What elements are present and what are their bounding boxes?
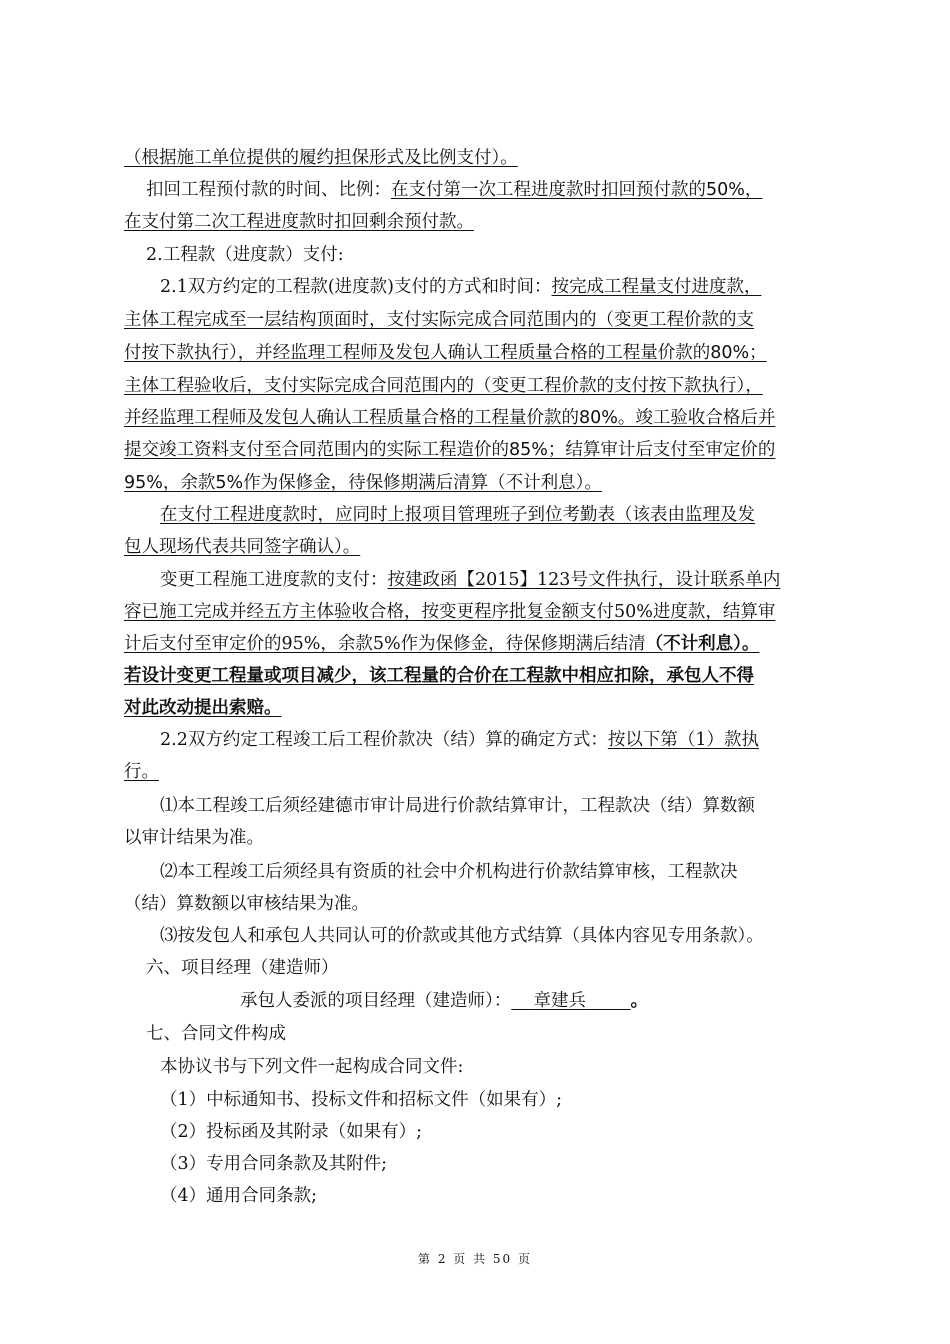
text-line: 并经监理工程师及发包人确认工程质量合格的工程量价款的80%。竣工验收合格后并 xyxy=(124,408,776,428)
text-span: 在支付第一次工程进度款时扣回预付款的50%， xyxy=(391,180,763,200)
text-line: 若设计变更工程量或项目减少，该工程量的合价在工程款中相应扣除，承包人不得 xyxy=(124,666,754,686)
text-line: 提交竣工资料支付至合同范围内的实际工程造价的85%；结算审计后支付至审定价的 xyxy=(124,440,776,460)
text-span: 2.1双方约定的工程款(进度款)支付的方式和时间： xyxy=(160,277,552,297)
text-span: 2.2双方约定工程竣工后工程价款决（结）算的确定方式： xyxy=(160,730,608,750)
text-line: 对此改动提出索赔。 xyxy=(124,698,282,718)
text-line: ⑵本工程竣工后须经具有资质的社会中介机构进行价款结算审核，工程款决 xyxy=(160,862,738,882)
text-line xyxy=(240,989,648,1013)
text-line xyxy=(124,632,759,656)
text-line: 95%，余款5%作为保修金，待保修期满后清算（不计利息）。 xyxy=(124,473,602,493)
text-line: 在支付第二次工程进度款时扣回剩余预付款。 xyxy=(124,212,474,232)
section-heading: 六、项目经理（建造师） xyxy=(146,958,339,978)
text-line xyxy=(146,178,762,202)
text-line: 付按下款执行），并经监理工程师及发包人确认工程质量合格的工程量价款的80%； xyxy=(124,343,767,363)
text-line: 行。 xyxy=(124,762,159,782)
list-item: （2）投标函及其附录（如果有）; xyxy=(160,1122,423,1142)
text-line: 主体工程验收后，支付实际完成合同范围内的（变更工程价款的支付按下款执行）， xyxy=(124,376,763,396)
text-line: 本协议书与下列文件一起构成合同文件: xyxy=(160,1057,464,1077)
text-line: 在支付工程进度款时，应同时上报项目管理班子到位考勤表（该表由监理及发 xyxy=(160,505,755,525)
text-line: 主体工程完成至一层结构顶面时，支付实际完成合同范围内的（变更工程价款的支 xyxy=(124,310,754,330)
text-span: 计后支付至审定价的95%，余款5%作为保修金，待保修期满后结清 xyxy=(124,634,646,654)
text-line: （根据施工单位提供的履约担保形式及比例支付）。 xyxy=(124,148,518,168)
project-manager-name: 章建兵 xyxy=(533,991,587,1011)
text-span: 扣回工程预付款的时间、比例： xyxy=(146,180,391,200)
list-item: （4）通用合同条款; xyxy=(160,1186,318,1206)
text-line xyxy=(160,275,761,299)
text-span: 按完成工程量支付进度款， xyxy=(551,277,762,297)
text-line: （结）算数额以审核结果为准。 xyxy=(124,894,369,914)
text-span: 按建政函【2015】123号文件执行，设计联系单内 xyxy=(387,570,781,590)
text-line: ⑶按发包人和承包人共同认可的价款或其他方式结算（具体内容见专用条款）。 xyxy=(160,926,764,946)
text-line: 包人现场代表共同签字确认）。 xyxy=(124,537,361,557)
text-line: ⑴本工程竣工后须经建德市审计局进行价款结算审计，工程款决（结）算数额 xyxy=(160,796,755,816)
page-footer: 第 2 页 共 50 页 xyxy=(418,1252,532,1266)
text-span: 承包人委派的项目经理（建造师）： xyxy=(240,991,512,1011)
text-line xyxy=(160,728,759,752)
list-item: （1）中标通知书、投标文件和招标文件（如果有）; xyxy=(160,1090,563,1110)
text-line: 2.工程款（进度款）支付: xyxy=(146,245,344,265)
text-span: （不计利息）。 xyxy=(645,634,760,654)
text-line xyxy=(160,568,780,592)
section-heading: 七、合同文件构成 xyxy=(146,1024,286,1044)
text-span: 。 xyxy=(630,991,649,1011)
text-span: 按以下第（1）款执 xyxy=(607,730,759,750)
text-span: 变更工程施工进度款的支付： xyxy=(160,570,388,590)
text-line: 以审计结果为准。 xyxy=(124,828,264,848)
list-item: （3）专用合同条款及其附件; xyxy=(160,1154,388,1174)
text-line: 容已施工完成并经五方主体验收合格，按变更程序批复金额支付50%进度款，结算审 xyxy=(124,602,776,622)
